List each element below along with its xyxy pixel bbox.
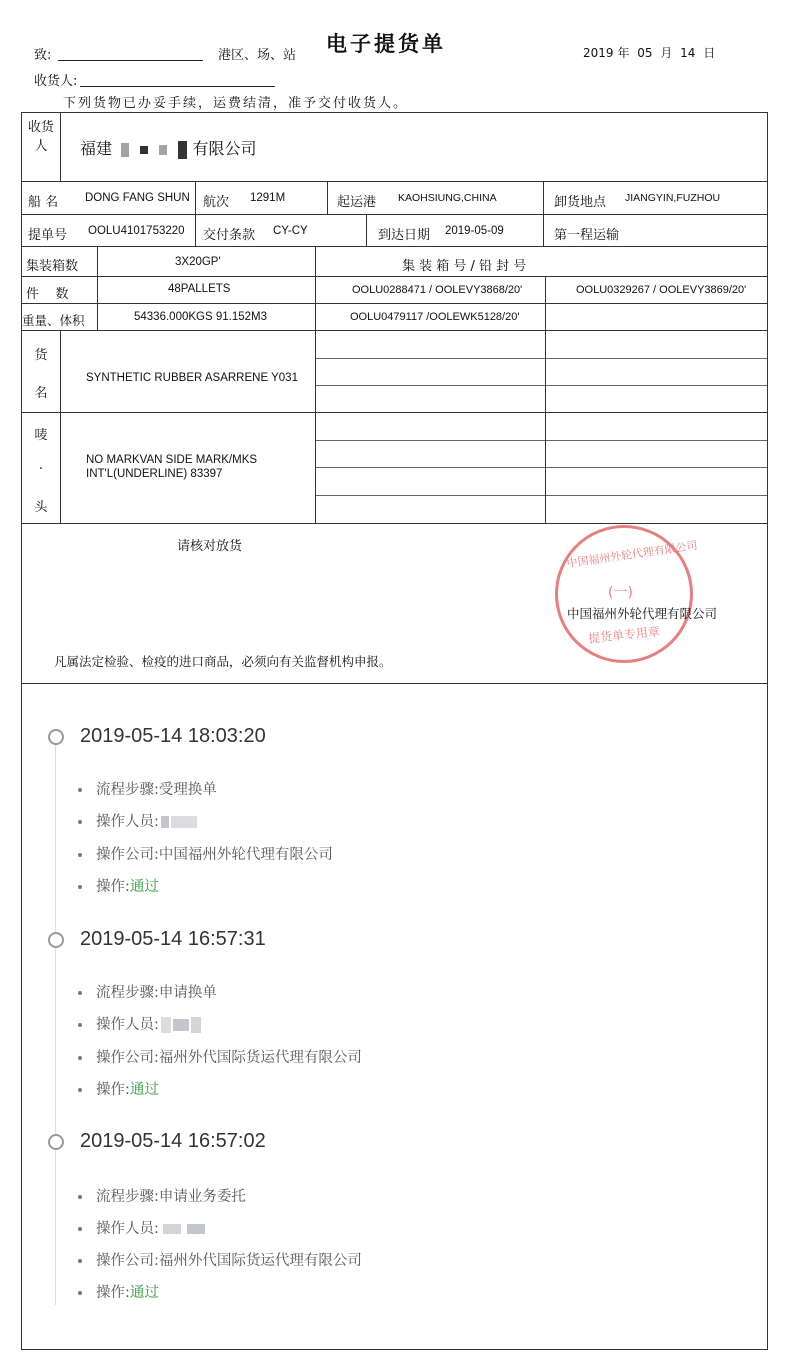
timeline-action: [78, 875, 159, 896]
bullet-icon: [78, 1227, 82, 1231]
step-value: 申请业务委托: [158, 1189, 246, 1205]
goods-description: SYNTHETIC RUBBER ASARRENE Y031: [86, 372, 298, 384]
bullet-icon: [78, 991, 82, 995]
consignee-header-label: 收货人:: [34, 74, 78, 89]
bullet-icon: [78, 1088, 82, 1092]
timeline-datetime: 2019-05-14 16:57:31: [80, 928, 266, 950]
col-divider: [543, 181, 544, 246]
step-label: 流程步骤:: [96, 782, 159, 798]
timeline-operator: [78, 1013, 201, 1034]
port-label: 港区、场、站: [218, 48, 297, 63]
consignee-name-prefix: 福建: [80, 139, 113, 158]
timeline-action: [78, 1078, 159, 1099]
marks-line-2: INT'L(UNDERLINE) 83397: [86, 468, 223, 480]
col-divider: [195, 181, 196, 246]
date-month: 05: [637, 46, 653, 60]
col-divider: [60, 112, 61, 181]
company-value: 中国福州外轮代理有限公司: [158, 847, 333, 863]
goods-label-bottom: 名: [34, 386, 48, 401]
weight-label: 重量、体积: [22, 313, 85, 328]
bullet-icon: [78, 885, 82, 889]
redacted-operator: [163, 1224, 181, 1234]
inspection-note: 凡属法定检验、检疫的进口商品，必须向有关监督机构申报。: [54, 654, 392, 669]
company-label: 操作公司:: [96, 847, 159, 863]
company-label: 操作公司:: [96, 1253, 159, 1269]
timeline-node-icon: [48, 729, 64, 745]
timeline-step: [78, 981, 217, 1002]
redacted-operator: [191, 1017, 201, 1033]
check-release-text: 请核对放货: [177, 539, 243, 554]
seal-text-top: 中国福州外轮代理有限公司: [565, 538, 699, 571]
boxes-label: 集装箱数: [26, 259, 79, 274]
bullet-icon: [78, 853, 82, 857]
row-divider: [21, 412, 767, 413]
vessel-value: DONG FANG SHUN: [85, 192, 190, 204]
marks-label-bottom: 头: [34, 500, 48, 515]
consignee-blank: [80, 86, 275, 87]
page-title: 电子提货单: [326, 31, 446, 56]
timeline-company: [78, 1249, 362, 1270]
issuing-company: 中国福州外轮代理有限公司: [567, 606, 718, 621]
marks-line-1: NO MARKVAN SIDE MARK/MKS: [86, 454, 258, 466]
company-value: 福州外代国际货运代理有限公司: [158, 1253, 362, 1269]
bl-value: OOLU4101753220: [88, 225, 185, 237]
pieces-value: 48PALLETS: [168, 283, 231, 295]
grid-line: [315, 385, 767, 386]
action-label: 操作:: [96, 1285, 130, 1301]
timeline-step: [78, 1185, 246, 1206]
timeline-datetime: 2019-05-14 16:57:02: [80, 1130, 266, 1152]
consignee-name: [80, 136, 257, 159]
pol-value: KAOHSIUNG,CHINA: [398, 192, 497, 204]
operator-label: 操作人员:: [96, 1017, 159, 1033]
bl-label: 提单号: [28, 228, 68, 243]
vessel-label: 船 名: [28, 195, 59, 210]
bullet-icon: [78, 1195, 82, 1199]
bullet-icon: [78, 1259, 82, 1263]
container-3: OOLU0479117 /OOLEWK5128/20': [350, 311, 520, 323]
action-label: 操作:: [96, 879, 130, 895]
grid-line: [315, 467, 767, 468]
grid-line: [315, 358, 767, 359]
action-value: 通过: [129, 879, 159, 895]
timeline-node-icon: [48, 932, 64, 948]
timeline-node-icon: [48, 1134, 64, 1150]
redaction-mark: [140, 146, 148, 154]
date-month-unit: 月: [660, 46, 673, 60]
goods-label-top: 货: [34, 348, 48, 363]
timeline-company: [78, 1046, 362, 1067]
release-notice: 下列货物已办妥手续，运费结清，准予交付收货人。: [63, 96, 409, 111]
marks-label-mid: .: [38, 458, 44, 473]
bullet-icon: [78, 820, 82, 824]
seal-text-bottom: 提货单专用章: [587, 624, 661, 646]
col-divider: [315, 246, 316, 523]
bullet-icon: [78, 1056, 82, 1060]
redacted-operator: [171, 816, 197, 828]
issue-date: [583, 44, 715, 61]
row-divider: [21, 214, 767, 215]
redacted-operator: [173, 1019, 189, 1031]
grid-line: [315, 495, 767, 496]
col-divider: [366, 214, 367, 246]
redaction-mark: [178, 141, 187, 159]
arrival-label: 到达日期: [378, 228, 431, 243]
redacted-operator: [187, 1224, 205, 1234]
date-year: 2019: [583, 46, 614, 60]
timeline-company: [78, 843, 333, 864]
col-divider: [97, 246, 98, 330]
row-divider: [21, 276, 767, 277]
row-divider: [21, 246, 767, 247]
redaction-mark: [121, 143, 129, 157]
voyage-label: 航次: [203, 195, 230, 210]
company-label: 操作公司:: [96, 1050, 159, 1066]
container-seal-header: 集 装 箱 号 / 铅 封 号: [402, 259, 527, 274]
bullet-icon: [78, 1023, 82, 1027]
col-divider: [545, 276, 546, 523]
step-label: 流程步骤:: [96, 985, 159, 1001]
timeline-datetime: 2019-05-14 18:03:20: [80, 725, 266, 747]
grid-line: [315, 440, 767, 441]
timeline-operator: [78, 810, 197, 831]
timeline-operator: [78, 1217, 205, 1238]
row-divider: [21, 523, 767, 524]
step-value: 受理换单: [158, 782, 217, 798]
bullet-icon: [78, 788, 82, 792]
step-label: 流程步骤:: [96, 1189, 159, 1205]
row-divider: [21, 683, 767, 684]
terms-label: 交付条款: [203, 228, 256, 243]
timeline-step: [78, 778, 217, 799]
arrival-value: 2019-05-09: [445, 225, 504, 237]
seal-text-mid: (一): [608, 585, 633, 601]
first-leg-label: 第一程运输: [554, 228, 620, 243]
pol-label: 起运港: [337, 195, 377, 210]
company-seal: [555, 525, 699, 663]
terms-value: CY-CY: [273, 225, 308, 237]
to-label: 致:: [34, 48, 52, 63]
consignee-name-suffix: 有限公司: [192, 139, 257, 158]
row-divider: [21, 330, 767, 331]
action-value: 通过: [129, 1285, 159, 1301]
action-label: 操作:: [96, 1082, 130, 1098]
row-divider: [21, 181, 767, 182]
date-day: 14: [680, 46, 696, 60]
pod-label: 卸货地点: [554, 195, 607, 210]
timeline-track: [55, 745, 56, 1305]
date-year-unit: 年: [617, 46, 630, 60]
company-value: 福州外代国际货运代理有限公司: [158, 1050, 362, 1066]
container-1: OOLU0288471 / OOLEVY3868/20': [352, 284, 523, 296]
pod-value: JIANGYIN,FUZHOU: [625, 192, 721, 204]
row-divider: [21, 303, 767, 304]
voyage-value: 1291M: [250, 192, 286, 204]
step-value: 申请换单: [158, 985, 217, 1001]
operator-label: 操作人员:: [96, 1221, 159, 1237]
action-value: 通过: [129, 1082, 159, 1098]
timeline-action: [78, 1281, 159, 1302]
boxes-value: 3X20GP': [175, 256, 221, 268]
redacted-operator: [161, 816, 169, 828]
operator-label: 操作人员:: [96, 814, 159, 830]
to-blank: [58, 60, 203, 61]
pieces-label: 件 数: [26, 287, 69, 302]
weight-value: 54336.000KGS 91.152M3: [134, 311, 267, 323]
marks-label-top: 唛: [34, 428, 48, 443]
date-day-unit: 日: [703, 46, 716, 60]
col-divider: [327, 181, 328, 214]
col-divider: [60, 330, 61, 523]
consignee-label: 收货人: [27, 120, 54, 154]
container-2: OOLU0329267 / OOLEVY3869/20': [576, 284, 747, 296]
redaction-mark: [159, 145, 167, 155]
redacted-operator: [161, 1017, 171, 1033]
bullet-icon: [78, 1291, 82, 1295]
